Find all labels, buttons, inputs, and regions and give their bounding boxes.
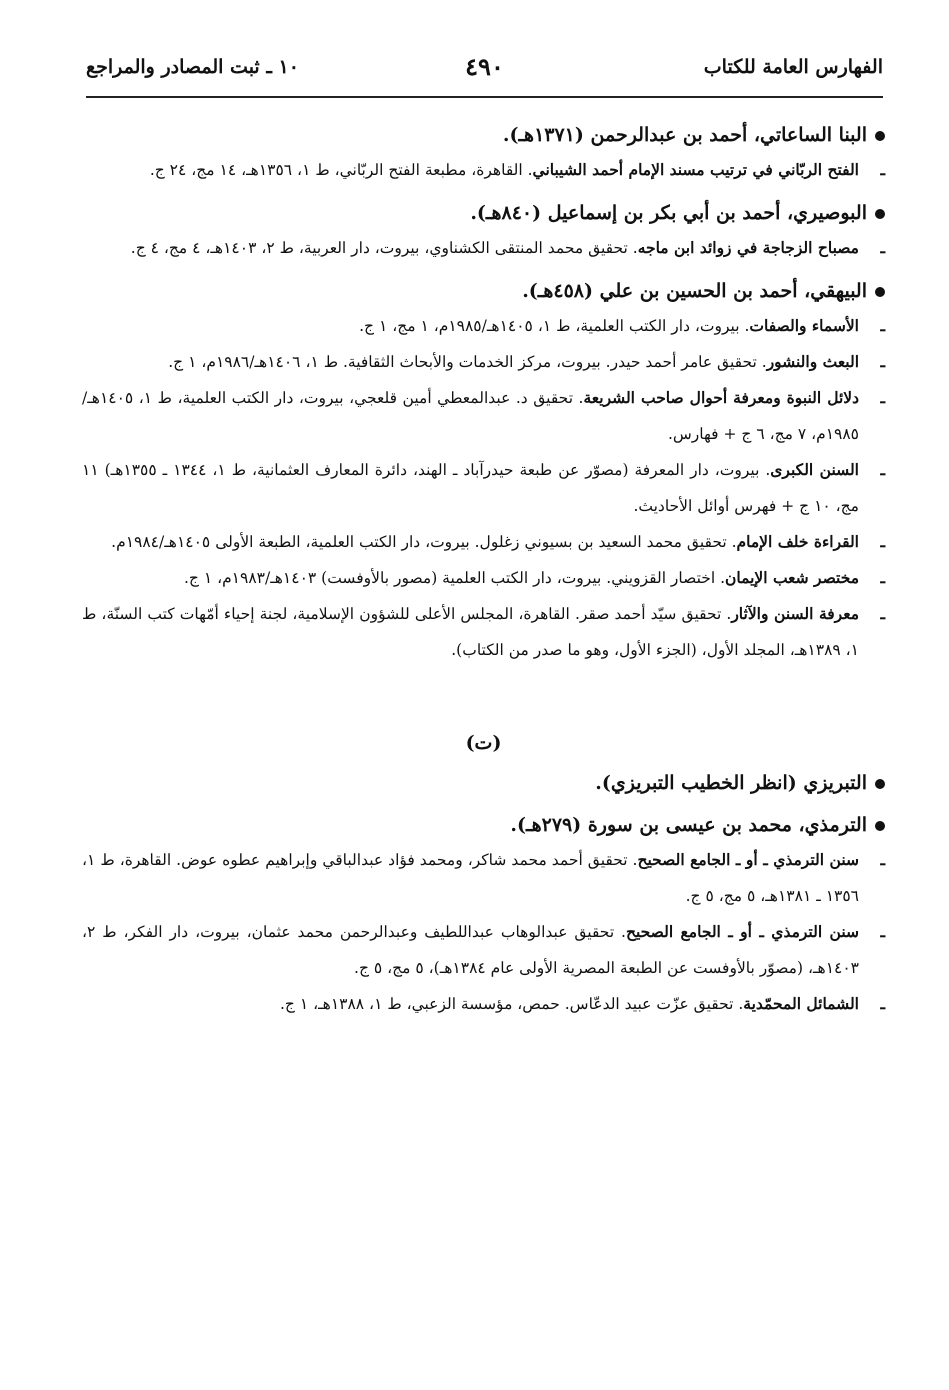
bullet-icon (875, 287, 885, 297)
author-heading (82, 808, 885, 842)
work-item (82, 560, 885, 596)
work-title: القراءة خلف الإمام (736, 532, 859, 551)
bullet-icon (875, 779, 885, 789)
dash-marker: ـ (880, 994, 885, 1013)
author-name: الترمذي، محمد بن عيسى بن سورة (٢٧٩هـ). (510, 814, 867, 836)
page-number: ٤٩٠ (465, 52, 504, 81)
bullet-icon (875, 821, 885, 831)
work-details: . تحقيق عامر أحمد حيدر. بيروت، مركز الخدمات والأبحاث الثقافية. ط ١، ١٤٠٦هـ/١٩٨٦م، ١ ج. (168, 353, 767, 371)
work-details: . القاهرة، مطبعة الفتح الربّاني، ط ١، ١٣٥٦هـ، ١٤ مج، ٢٤ ج. (149, 161, 533, 179)
work-item (82, 380, 885, 452)
dash-marker: ـ (880, 238, 885, 257)
work-item (82, 152, 885, 188)
bibliography-entry (82, 766, 885, 800)
work-title: الأسماء والصفات (749, 316, 859, 335)
work-details: . تحقيق عزّت عبيد الدعّاس. حمص، مؤسسة الزعبي، ط ١، ١٣٨٨هـ، ١ ج. (279, 995, 744, 1013)
work-title: سنن الترمذي ـ أو ـ الجامع الصحيح (637, 850, 859, 869)
bibliography-entry (82, 274, 885, 668)
dash-marker: ـ (880, 532, 885, 551)
dash-marker: ـ (880, 160, 885, 179)
work-details: . اختصار القزويني. بيروت، دار الكتب العلمية (مصور بالأوفست) ١٤٠٣هـ/١٩٨٣م، ١ ج. (183, 569, 726, 587)
work-item (82, 596, 885, 668)
author-heading (82, 196, 885, 230)
author-name: البنا الساعاتي، أحمد بن عبدالرحمن (١٣٧١هـ). (502, 124, 867, 146)
author-name: البيهقي، أحمد بن الحسين بن علي (٤٥٨هـ). (522, 280, 867, 302)
author-heading (82, 274, 885, 308)
work-title: سنن الترمذي ـ أو ـ الجامع الصحيح (625, 922, 859, 941)
page-header (86, 52, 883, 98)
author-name: البوصيري، أحمد بن أبي بكر بن إسماعيل (٨٤٠هـ). (470, 202, 867, 224)
author-name: التبريزي (انظر الخطيب التبريزي). (595, 772, 867, 794)
bibliography-entry (82, 196, 885, 266)
bullet-icon (875, 131, 885, 141)
work-title: مصباح الزجاجة في زوائد ابن ماجه (637, 238, 859, 257)
bullet-icon (875, 209, 885, 219)
work-details: . تحقيق محمد السعيد بن بسيوني زغلول. بيروت، دار الكتب العلمية، الطبعة الأولى ١٤٠٥هـ/١٩٨٤م. (111, 533, 737, 551)
work-details: . تحقيق عبدالوهاب عبداللطيف وعبدالرحمن محمد عثمان، بيروت، دار الفكر، ط ٢، ١٤٠٣هـ، (مصوّر بالأوفست عن الطبعة المصرية الأولى عام ١٣٨٤هـ)، ٥ مج، ٥ ج. (82, 923, 859, 977)
work-title: الشمائل المحمّدية (743, 994, 859, 1013)
work-item (82, 914, 885, 986)
dash-marker: ـ (880, 316, 885, 335)
author-heading (82, 118, 885, 152)
dash-marker: ـ (880, 352, 885, 371)
work-details: . تحقيق أحمد محمد شاكر، ومحمد فؤاد عبدالباقي وإبراهيم عطوه عوض. القاهرة، ط ١، ١٣٥٦ ـ ١٣٨١هـ، ٥ مج، ٥ ج. (82, 851, 859, 905)
work-details: . تحقيق سيّد أحمد صقر. القاهرة، المجلس الأعلى للشؤون الإسلامية، لجنة إحياء أمّهات كتب السنّة، ط ١، ١٣٨٩هـ، المجلد الأول، (الجزء الأول، وهو ما صدر من الكتاب). (82, 605, 859, 659)
bibliography-entry (82, 118, 885, 188)
work-item (82, 230, 885, 266)
work-details: . بيروت، دار الكتب العلمية، ط ١، ١٤٠٥هـ/١٩٨٥م، ١ مج، ١ ج. (359, 317, 750, 335)
work-title: معرفة السنن والآثار (731, 604, 859, 623)
bibliography-list (82, 118, 885, 1030)
dash-marker: ـ (880, 568, 885, 587)
work-item (82, 452, 885, 524)
author-heading (82, 766, 885, 800)
dash-marker: ـ (880, 850, 885, 869)
work-item (82, 308, 885, 344)
section-letter-heading: (ت) (465, 732, 502, 754)
work-item (82, 986, 885, 1022)
work-details: . تحقيق محمد المنتقى الكشناوي، بيروت، دار العربية، ط ٢، ١٤٠٣هـ، ٤ مج، ٤ ج. (130, 239, 638, 257)
work-title: السنن الكبرى (770, 460, 859, 479)
dash-marker: ـ (880, 604, 885, 623)
work-title: دلائل النبوة ومعرفة أحوال صاحب الشريعة (583, 388, 859, 407)
work-details: . تحقيق د. عبدالمعطي أمين قلعجي، بيروت، دار الكتب العلمية، ط ١، ١٤٠٥هـ/١٩٨٥م، ٧ مج، ٦ ج + فهارس. (82, 389, 859, 443)
header-chapter-title: ١٠ ـ ثبت المصادر والمراجع (86, 56, 299, 78)
work-title: البعث والنشور (766, 352, 859, 371)
bibliography-entry (82, 808, 885, 1022)
dash-marker: ـ (880, 922, 885, 941)
work-item (82, 842, 885, 914)
work-item (82, 524, 885, 560)
dash-marker: ـ (880, 460, 885, 479)
header-book-section: الفهارس العامة للكتاب (703, 56, 883, 78)
dash-marker: ـ (880, 388, 885, 407)
work-title: مختصر شعب الإيمان (725, 568, 859, 587)
work-details: . بيروت، دار المعرفة (مصوّر عن طبعة حيدرآباد ـ الهند، دائرة المعارف العثمانية، ط ١، ١٣٤٤ ـ ١٣٥٥هـ) ١١ مج، ١٠ ج + فهرس أوائل الأحاديث. (82, 461, 859, 515)
work-title: الفتح الربّاني في ترتيب مسند الإمام أحمد الشيباني (532, 160, 859, 179)
work-item (82, 344, 885, 380)
